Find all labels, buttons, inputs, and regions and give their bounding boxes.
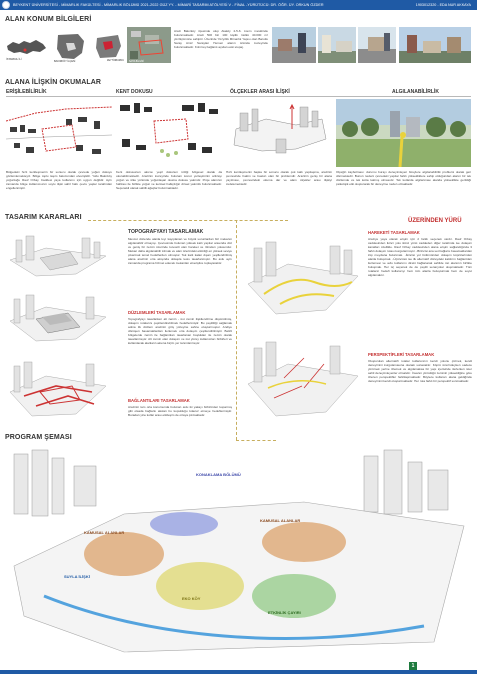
topografya-diagram <box>6 230 112 282</box>
perspektif-title: PERSPEKTİFLERİ TASARLAMAK <box>368 352 435 357</box>
perspektif-text: Oluşturulan alternatifi rotalar kullanıcının kendi yolunu çizmek, kendi deneyimini kurgulamasına olanak sunacaktır. Köprü üzerindeyken sadece yürümek yerine izlemek ve algılamaksa bir yapı içerisinde ilerlerken ister sahil deneyimleyenler olmalıdır. İnsanın yürüdüğü zeminin yüksekliğine göre izlenen perspektifler farklılaşmaktadır. Böylece kullanıcı alana geldiğinde deneyimini kendi oluşturmaktadır. Her rota farklı bir perspektif sunmaktadır. <box>368 360 472 383</box>
istanbul-label: İSTANBUL İLİ <box>6 58 22 61</box>
header-student: 1903012320 - EDA NUR AKKAYA <box>415 3 471 7</box>
bakirkoy-label: BAKIRKÖY İLÇESİ <box>54 60 76 63</box>
site-photo-3 <box>358 27 396 63</box>
site-text: Arazi Bakırköy ilçesinde olup Ataköy 2-5-6. kısım mevkiinde bulunmaktadır. Arazi 500 bin 100 kişilik mülkü 40.000 m² yüzölçümüne sahiptir. Üzerinde Yüzyıllık Mimarlık Yapısı olan Barutlu Saray Amiz Saraylan Hemen alanın önünde kuzeyinde bulunmaktadır. Kılınmış bağlantı açıdan eski stopaj. <box>174 30 268 49</box>
algilanabilirlik-heading: ALGILANABİLİRLİK <box>392 89 439 95</box>
baglantilar-diagram <box>6 352 112 424</box>
zone-label-kamusal-1: KAMUSAL ALANLAR <box>84 530 125 535</box>
design-dash-vertical <box>236 220 237 440</box>
site-aerial-photo <box>127 27 171 63</box>
page-number: 1 <box>409 662 417 670</box>
perspektif-diagram <box>244 328 362 424</box>
algilanabilirlik-photo <box>336 99 471 167</box>
erisilebilirlik-heading: ERİŞİLEBİLİRLİK <box>6 89 47 95</box>
university-logo-icon <box>2 1 10 9</box>
saha-label: SAHA BİLGİSİ <box>129 61 144 63</box>
erisilebilirlik-text: Bölgedeki hızlı kentleşmenin bir sonucu olarak çevrede yoğun dokuyu gözlemlemekteyiz. Bölge toplu taşım bakımından elverişlidir. Yollu Bakırköy yoğunluğu Rauf Orbay Caddesi yaya kullanımı için uygun değildir. Aynı zamanda bölge kullanıcısının soylu ilişki sahil hattı çevre yaşlar tarafından engellenmiştir. <box>6 171 112 190</box>
duzlemler-diagram <box>6 287 112 347</box>
kent-dokusu-heading: KENT DOKUSU <box>116 89 153 95</box>
algilanabilirlik-text: Ölçeğin kaybolması: durumu burayı deneyimleyen bireylere algılanabilirlik problemi olarak geri dönmektedir. Bunun nedeni çevredeki yapılar farklı yüksekliklere sahip olduğundan alanın bir tek düzlemde ve tek kotta kalmış olmasıdır. Tek kotlarda algılanması alanda yükseklikte gerildiği psikolojik etki oluşturarak bir deneyime neden olmaktadır. <box>336 171 471 186</box>
zeytinburnu-label: ZEYTİNBURNU <box>106 59 124 62</box>
kent-dokusu-diagram <box>116 99 222 167</box>
kent-dokusu-text: Kent dokusunun akıcısı yeşil dokunun izdiği bölgesel olarak da okunabilmektedir. Arazinin kuzeyinde bulunan konut yerleşiminin aritzayı yoğun ve ülke yönünde yoğunlaşan okuma dokusu yakındır. Proje alanının hafizası ile birlikte yoğun ve kentsel halkçılığın dinsel yakınlık bulunmaktadır. Seçenekli olarak sahilli ağaçlar bulunmaktadır. <box>116 171 222 190</box>
erisilebilirlik-diagram <box>6 99 112 167</box>
topografya-text: Mevcut düzende alanla kıyı kayıplanan ve büyük sorunlardan biri mekanın algılanabilir olmayışı. Çevresinde bulunan yüksek katlı yapılar arasında düz ve geniş bir zemin üzerinde kuvvetli olan hareket ve ritimden yoksundur. Mekan daha algılanabilir kılmak ve alan üzerindeki etkinliği en yüksek seviye çıkarmak temel hedeflerden olmuştur. Tek katlı kalan dışarı yeşillendirilmiş alana arazinin orta akışında dolaşıla tesis tasarlanmıştır. Bu avlu aynı zamanda programa hizmet edecek mekanları elverişlice toplayacaktır. <box>128 238 232 265</box>
istanbul-map <box>5 32 48 62</box>
design-heading: TASARIM KARARLARI <box>5 214 82 221</box>
site-photo-2 <box>318 27 356 63</box>
olcekler-text: Hızlı kentleşmenin başka bir sonucu olarak çok katlı yapılaşma, arazinin çevresinde hakim ve baskın olan bir problemdir. Arazinin geniş bir alana yayılması, çevresindeki okuma dar ve alanı ölçekler arası ilişkiyi zedelemektedir. <box>226 171 332 186</box>
duzlemler-title: DÜZLEMLERİ TASARLAMAK <box>128 310 186 315</box>
hareket-text: Araziye yaya olarak erişim için 2 farklı seçenek vardır. Rauf Orbay caddesinden ikinci yolu ikinci yönü caddeden diğer tarafında ise dolaşım kanalları özellikle. Rauf Orbay caddesinden alana erişim sağlandığında 3 farklı dolaşım rotası kurgulanmıştır. -Birincisi ana set bağlamı basamaklardan inip meydana bulunmak. -İkincisi yol bölümünden dolaşım köprülerinden alanla buluşmak. -Üçüncüsü ise ilk alternatif düzeydeki kaldırım bağlantıları ilerlemesi ve avlu kullanımı direkt bağlanarak sahilde üst alanının birlikte buluşmak. Her üç seçenek de de çeşitli senaryolar oluşmaktadır. Tüm rotaların hedefi kullanıcıyı hem tüm alanla buluşturmak hem de soyut algılamaktır. <box>368 238 472 277</box>
hareket-diagram <box>244 230 362 320</box>
olcekler-diagram <box>226 99 332 167</box>
readings-heading: ALANA İLİŞKİN OKUMALAR <box>5 79 102 86</box>
site-photo-1 <box>272 27 316 63</box>
footer-bar <box>0 670 477 674</box>
header-bar <box>0 0 477 10</box>
topografya-title: TOPOGRAFYAYI TASARLAMAK <box>128 229 204 235</box>
baglantilar-title: BAĞLANTILARI TASARLAMAK <box>128 398 190 403</box>
program-heading: PROGRAM ŞEMASI <box>5 434 72 441</box>
site-heading: ALAN KONUM BİLGİLERİ <box>5 16 92 23</box>
site-photo-4 <box>399 27 471 63</box>
bakirkoy-map <box>52 31 90 63</box>
zone-label-eko-koy: EKO KÖY <box>182 596 201 601</box>
zone-label-konaklama: KONAKLAMA BÖLÜMÜ <box>196 472 241 477</box>
zone-label-etkinlik: ETKİNLİK ÇAYIRI <box>268 610 301 615</box>
readings-divider <box>6 96 471 97</box>
zeytinburnu-map <box>94 32 124 62</box>
olcekler-heading: ÖLÇEKLER ARASI İLİŞKİ <box>230 89 290 95</box>
yuru-title: ÜZERİNDEN YÜRÜ <box>408 218 462 224</box>
design-dash-line <box>88 220 288 221</box>
header-title: BEYKENT ÜNİVERSİTESİ - MİMARLIK FAKÜLTESİ - MİMARLIK BÖLÜMÜ 2021-2022 GÜZ YY. - MİMARİ TASARIM ATÖLYESİ V - FİNAL -YÜRÜTÜCÜ: DR. ÖĞR. ÜY. ORKUN ÖZDER <box>13 3 324 7</box>
design-dash-bottom <box>236 440 276 441</box>
hareket-title: HAREKETİ TASARLAMAK <box>368 230 420 235</box>
duzlemler-text: Topografyayı tasarlarken alt zemin - üst zemin ilişkilendirme düşünülmüş, dolaşım rotalarını çeşitlendirebilmek hedeflenmiştir. Bu çeşitliliği sağlamak adına ilk düzlem arazinin giriş yüzeyine sahne oluşturmuştur. Andiye dönüşen basamaklardan ilerlemek orta dolaşım çeşitlendirilmiştir. Belirli bölgelerde zemin ile bağlantıları tasarlanan boşlukları ile zemin olarak tasarlanmıştır. Alt zemin olan dolaşım ve üst yüzey kullanıcıları birbirleri ve kullanılacak alanların aksına biçim yer tanımlanmıştır. <box>128 318 232 345</box>
zone-label-suyla: SUYLA İLİŞKİ <box>64 574 90 579</box>
program-diagram <box>4 446 473 660</box>
zone-label-kamusal-2: KAMUSAL ALANLAR <box>260 518 301 523</box>
baglantilar-text: Arazinin tam orta konumunda bulunan avlu iki yakayı birbirinden koparmış gibi olsada bağlantı akslan bu kopukluğu kılavuz etmeye hedeflenmiştir. Buradan yine kollar arası etkileşim de ortaya çıkmaktadır. <box>128 406 232 417</box>
